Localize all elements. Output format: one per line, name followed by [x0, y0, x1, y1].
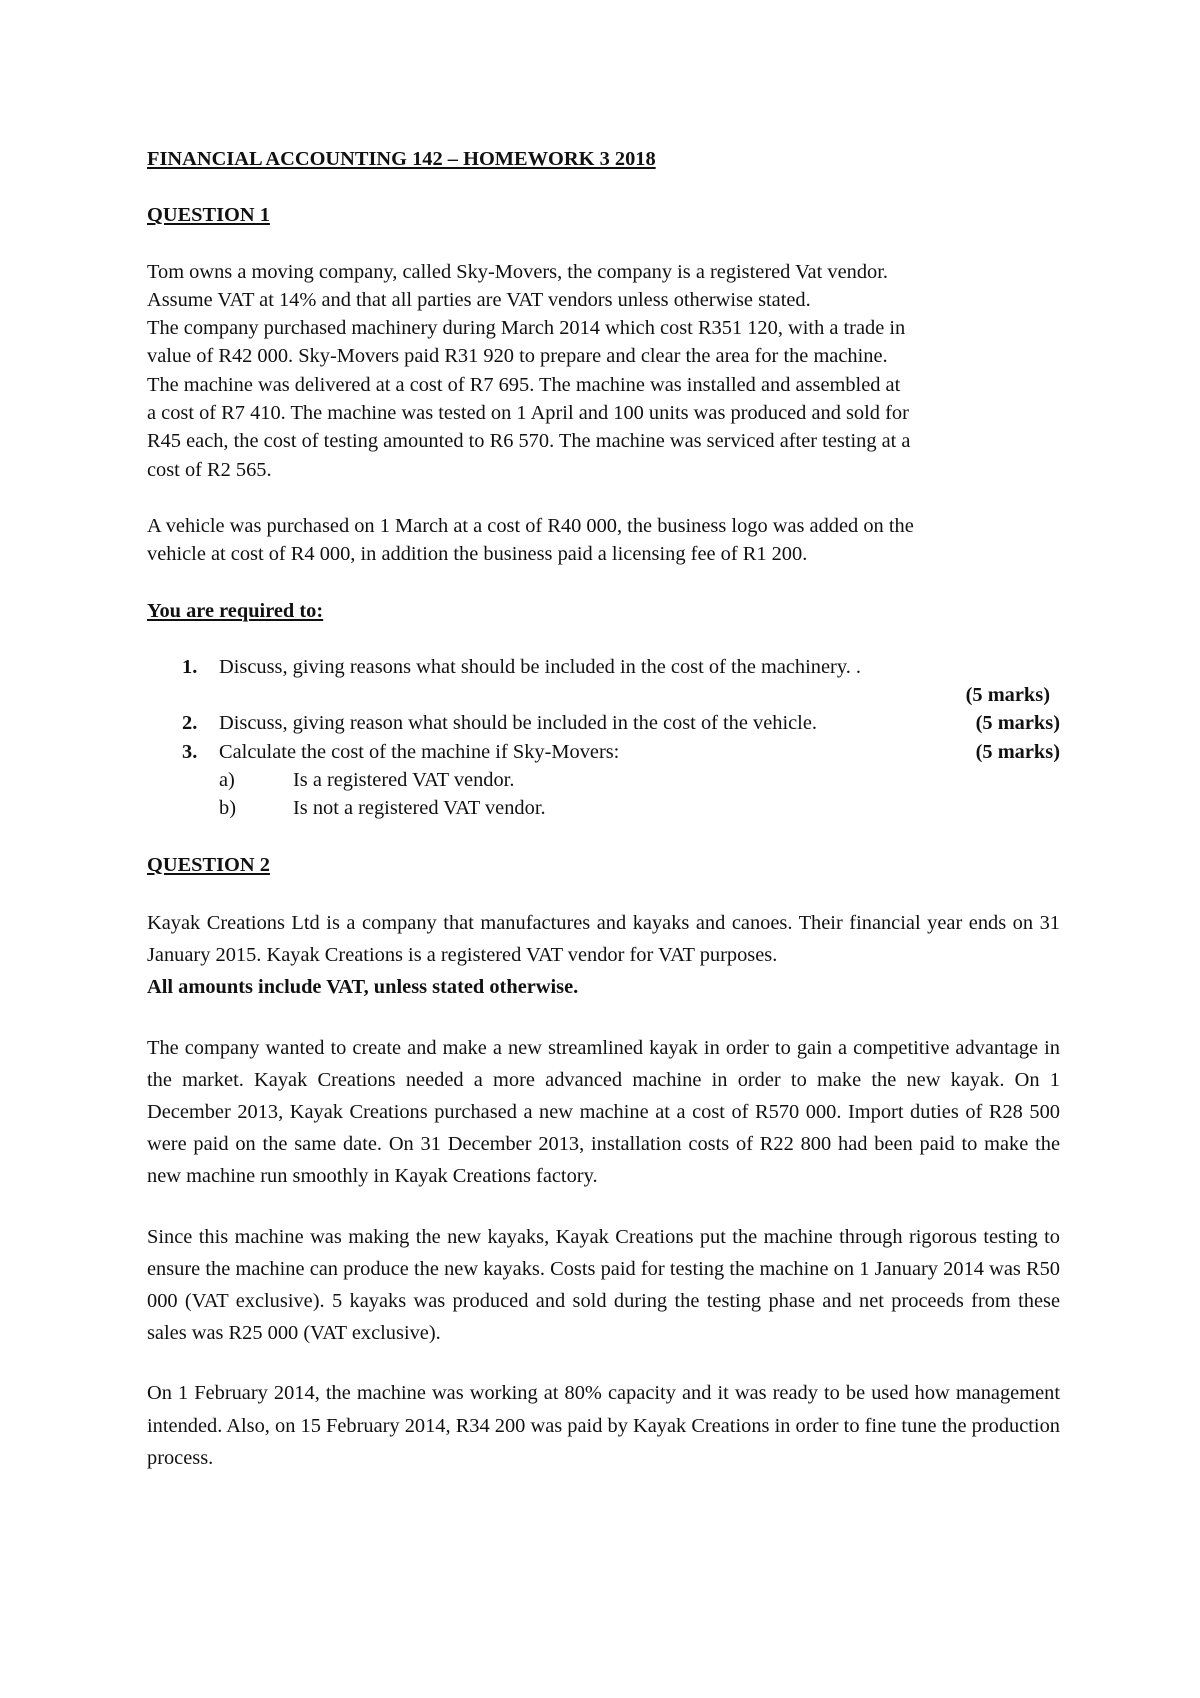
spacer [147, 1004, 1060, 1032]
question-2-paragraph-3: Since this machine was making the new kayaks, Kayak Creations put the machine through rigorous testing to ensure the machine can produce the new kayaks. Costs paid for testing the machine on 1 January 2014 was R50 000 (VAT exclusive). 5 kayaks was produced and sold during the testing phase and net proceeds from these sales was R25 000 (VAT exclusive). [147, 1225, 1060, 1345]
item-marks: (5 marks) [965, 684, 1050, 707]
sub-item-text: Is not a registered VAT vendor. [293, 797, 546, 820]
spacer [147, 625, 1060, 653]
spacer [147, 173, 1060, 201]
document-title: FINANCIAL ACCOUNTING 142 – HOMEWORK 3 2018 [147, 148, 656, 170]
list-item [147, 653, 1060, 681]
sub-item [147, 766, 1060, 794]
text-line: The machine was delivered at a cost of R7 695. The machine was installed and assembled at [147, 373, 901, 396]
text-line: vehicle at cost of R4 000, in addition the business paid a licensing fee of R1 200. [147, 543, 808, 566]
text-line: Tom owns a moving company, called Sky-Movers, the company is a registered Vat vendor. [147, 260, 888, 283]
text-line: The company purchased machinery during March 2014 which cost R351 120, with a trade in [147, 317, 906, 340]
spacer [147, 569, 1060, 597]
item-text: Discuss, giving reasons what should be included in the cost of the machinery. . [219, 655, 861, 678]
text-line: cost of R2 565. [147, 458, 272, 481]
spacer [147, 823, 1060, 851]
text-line: A vehicle was purchased on 1 March at a cost of R40 000, the business logo was added on the [147, 514, 914, 537]
intro-text: Kayak Creations Ltd is a company that manufactures and kayaks and canoes. Their financial year ends on 31 January 2015. Kayak Creations is a registered VAT vendor for VAT purposes. [147, 911, 1060, 967]
question-1-paragraph-1 [147, 258, 1060, 484]
question-2-paragraph-4: On 1 February 2014, the machine was working at 80% capacity and it was ready to be used how management intended. Also, on 15 February 2014, R34 200 was paid by Kayak Creations in order to fine tune the production process. [147, 1382, 1060, 1469]
sub-item-letter: b) [219, 797, 236, 820]
sub-item [147, 794, 1060, 822]
vat-note: All amounts include VAT, unless stated otherwise. [147, 976, 579, 999]
sub-item-text: Is a registered VAT vendor. [293, 769, 515, 792]
item-marks: (5 marks) [975, 740, 1060, 763]
sub-item-letter: a) [219, 769, 235, 792]
spacer [147, 879, 1060, 907]
item-number: 1. [182, 655, 198, 678]
item-number: 2. [182, 712, 198, 735]
spacer [147, 1349, 1060, 1377]
item-marks: (5 marks) [975, 712, 1060, 735]
question-2-heading: QUESTION 2 [147, 853, 270, 876]
text-line: value of R42 000. Sky-Movers paid R31 920 to prepare and clear the area for the machine. [147, 345, 888, 368]
question-1-heading: QUESTION 1 [147, 204, 270, 227]
item-text: Calculate the cost of the machine if Sky-Movers: [219, 740, 620, 763]
spacer [147, 1193, 1060, 1221]
spacer [147, 230, 1060, 258]
question-2-intro [147, 907, 1060, 1004]
spacer [147, 484, 1060, 512]
required-heading: You are required to: [147, 599, 324, 622]
item-text: Discuss, giving reason what should be included in the cost of the vehicle. [219, 712, 817, 735]
question-2-paragraph-2: The company wanted to create and make a new streamlined kayak in order to gain a competitive advantage in the market. Kayak Creations needed a more advanced machine in order to make the new kayak. On 1 December 2013, Kayak Creations purchased a new machine at a cost of R570 000. Import duties of R28 500 were paid on the same date. On 31 December 2013, installation costs of R22 800 had been paid to make the new machine run smoothly in Kayak Creations factory. [147, 1036, 1060, 1188]
list-item [147, 738, 1060, 766]
text-line: Assume VAT at 14% and that all parties are VAT vendors unless otherwise stated. [147, 288, 811, 311]
question-1-paragraph-2 [147, 512, 1060, 569]
item-number: 3. [182, 740, 198, 763]
text-line: R45 each, the cost of testing amounted to R6 570. The machine was serviced after testing at a [147, 430, 911, 453]
text-line: a cost of R7 410. The machine was tested on 1 April and 100 units was produced and sold for [147, 402, 909, 425]
list-item [147, 709, 1060, 737]
requirements-list [147, 653, 1060, 823]
